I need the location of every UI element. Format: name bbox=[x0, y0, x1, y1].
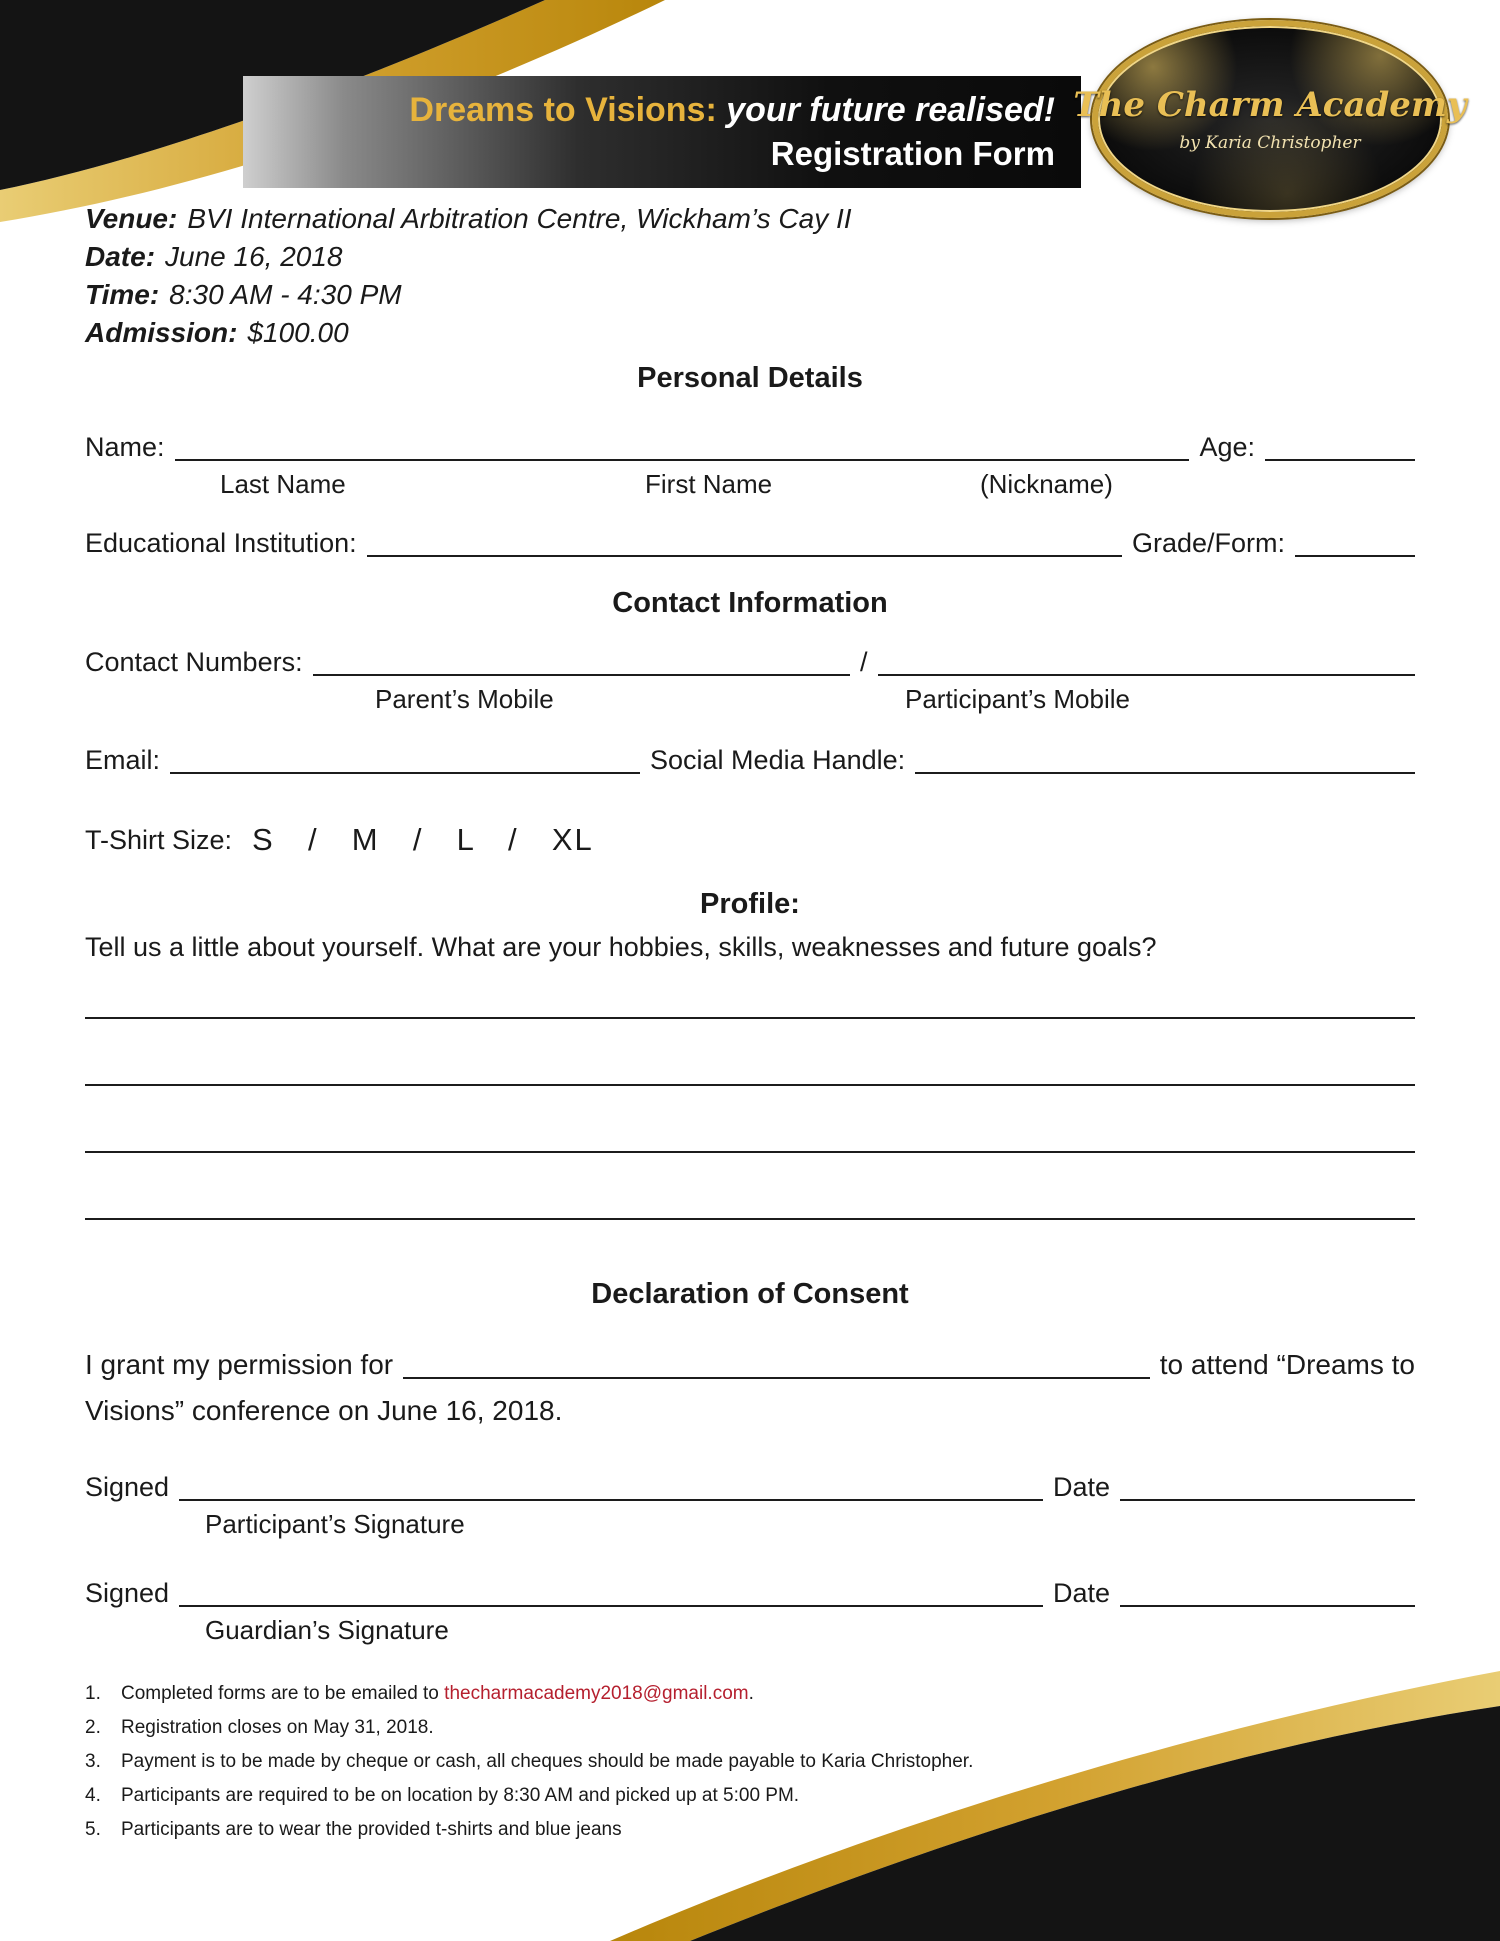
notes-list bbox=[85, 1677, 1415, 1847]
note-item-5 bbox=[85, 1813, 1415, 1847]
age-label: Age: bbox=[1199, 432, 1255, 462]
logo-byline-text: by Karia Christopher bbox=[1179, 133, 1361, 153]
signed-label-2: Signed bbox=[85, 1578, 170, 1608]
name-label: Name: bbox=[85, 432, 165, 462]
guardian-signature-hints bbox=[85, 1611, 1415, 1647]
time-row bbox=[85, 276, 1415, 314]
admission-value: $100.00 bbox=[247, 317, 349, 348]
participant-signature-field-line[interactable] bbox=[179, 1471, 1043, 1501]
age-field-line[interactable] bbox=[1265, 431, 1415, 461]
note-text bbox=[121, 1677, 754, 1711]
form-tagline bbox=[409, 91, 1055, 129]
note-text: Payment is to be made by cheque or cash, all cheques should be made payable to Karia Christopher. bbox=[121, 1751, 974, 1772]
grade-label: Grade/Form: bbox=[1131, 528, 1285, 558]
note-number: 2. bbox=[85, 1717, 101, 1738]
participant-signature-hint: Participant’s Signature bbox=[205, 1509, 465, 1539]
form-content bbox=[85, 200, 1415, 1847]
note-text: Participants are required to be on location by 8:30 AM and picked up at 5:00 PM. bbox=[121, 1785, 800, 1806]
admission-label: Admission: bbox=[85, 317, 238, 348]
date-label-2: Date bbox=[1052, 1578, 1110, 1608]
participant-date-field-line[interactable] bbox=[1120, 1471, 1415, 1501]
consent-suffix: to attend “Dreams to bbox=[1159, 1349, 1415, 1380]
date-row bbox=[85, 238, 1415, 276]
tagline-gold-text: Dreams to Visions: bbox=[409, 91, 717, 130]
contact-numbers-label: Contact Numbers: bbox=[85, 647, 303, 677]
note-item-1 bbox=[85, 1677, 1415, 1711]
tshirt-size-label: T-Shirt Size: bbox=[85, 825, 233, 855]
parents-mobile-hint: Parent’s Mobile bbox=[375, 684, 554, 714]
tagline-white-text: your future realised! bbox=[716, 91, 1055, 130]
participant-signature-hints bbox=[85, 1505, 1415, 1541]
profile-prompt: Tell us a little about yourself. What are your hobbies, skills, weaknesses and future goals? bbox=[85, 932, 1157, 962]
admission-row bbox=[85, 314, 1415, 352]
note-1-after: . bbox=[748, 1683, 754, 1704]
contact-information-title: Contact Information bbox=[612, 587, 888, 619]
time-value: 8:30 AM - 4:30 PM bbox=[169, 279, 402, 310]
profile-title: Profile: bbox=[700, 888, 800, 920]
parent-mobile-field-line[interactable] bbox=[313, 646, 850, 676]
form-title: Registration Form bbox=[770, 134, 1055, 172]
profile-line-1[interactable] bbox=[85, 1017, 1415, 1019]
email-label: Email: bbox=[85, 745, 161, 775]
tshirt-size-options[interactable]: S / M / L / XL bbox=[252, 822, 594, 857]
charm-academy-logo bbox=[1073, 20, 1467, 218]
venue-value: BVI International Arbitration Centre, Wickham’s Cay II bbox=[187, 203, 852, 234]
contact-hints bbox=[85, 680, 1415, 716]
email-field-line[interactable] bbox=[170, 744, 640, 774]
consent-permission-row bbox=[85, 1347, 1415, 1383]
guardian-signature-field-line[interactable] bbox=[179, 1577, 1043, 1607]
guardian-signed-row bbox=[85, 1575, 1415, 1611]
note-item-2 bbox=[85, 1711, 1415, 1745]
profile-line-3[interactable] bbox=[85, 1151, 1415, 1153]
guardian-date-field-line[interactable] bbox=[1120, 1577, 1415, 1607]
contact-separator: / bbox=[860, 647, 868, 677]
consent-line-2: Visions” conference on June 16, 2018. bbox=[85, 1395, 563, 1426]
note-number: 3. bbox=[85, 1751, 101, 1772]
name-hints bbox=[85, 465, 1415, 501]
consent-prefix: I grant my permission for bbox=[85, 1349, 394, 1380]
venue-label: Venue: bbox=[85, 203, 178, 234]
education-row bbox=[85, 525, 1415, 561]
date-label-1: Date bbox=[1052, 1472, 1110, 1502]
guardian-signature-hint: Guardian’s Signature bbox=[205, 1615, 449, 1645]
first-name-hint: First Name bbox=[645, 469, 773, 499]
social-media-label: Social Media Handle: bbox=[650, 745, 906, 775]
profile-line-2[interactable] bbox=[85, 1084, 1415, 1086]
personal-details-title: Personal Details bbox=[637, 362, 863, 394]
signed-label-1: Signed bbox=[85, 1472, 170, 1502]
contact-numbers-row bbox=[85, 644, 1415, 680]
date-label: Date: bbox=[85, 241, 156, 272]
name-field-line[interactable] bbox=[175, 431, 1190, 461]
nickname-hint: (Nickname) bbox=[980, 469, 1113, 499]
permission-name-field-line[interactable] bbox=[403, 1349, 1150, 1379]
profile-line-4[interactable] bbox=[85, 1218, 1415, 1220]
note-number: 4. bbox=[85, 1785, 101, 1806]
tshirt-size-row bbox=[85, 822, 1415, 858]
institution-field-line[interactable] bbox=[367, 527, 1122, 557]
institution-label: Educational Institution: bbox=[85, 528, 357, 558]
note-1-before: Completed forms are to be emailed to bbox=[121, 1683, 445, 1704]
logo-name-text: The Charm Academy bbox=[1073, 85, 1467, 125]
title-band bbox=[243, 76, 1081, 188]
participant-signed-row bbox=[85, 1469, 1415, 1505]
declaration-of-consent-title: Declaration of Consent bbox=[591, 1278, 909, 1310]
note-number: 5. bbox=[85, 1819, 101, 1840]
note-text: Participants are to wear the provided t-shirts and blue jeans bbox=[121, 1819, 622, 1840]
last-name-hint: Last Name bbox=[220, 469, 346, 499]
time-label: Time: bbox=[85, 279, 160, 310]
participant-mobile-field-line[interactable] bbox=[878, 646, 1415, 676]
note-item-4 bbox=[85, 1779, 1415, 1813]
grade-field-line[interactable] bbox=[1295, 527, 1415, 557]
note-number: 1. bbox=[85, 1683, 101, 1704]
date-value: June 16, 2018 bbox=[165, 241, 343, 272]
email-link[interactable]: thecharmacademy2018@gmail.com bbox=[444, 1683, 749, 1704]
note-text: Registration closes on May 31, 2018. bbox=[121, 1717, 434, 1738]
social-media-field-line[interactable] bbox=[915, 744, 1415, 774]
participants-mobile-hint: Participant’s Mobile bbox=[905, 684, 1130, 714]
email-row bbox=[85, 742, 1415, 778]
event-details bbox=[85, 200, 1415, 352]
note-item-3 bbox=[85, 1745, 1415, 1779]
name-row bbox=[85, 429, 1415, 465]
